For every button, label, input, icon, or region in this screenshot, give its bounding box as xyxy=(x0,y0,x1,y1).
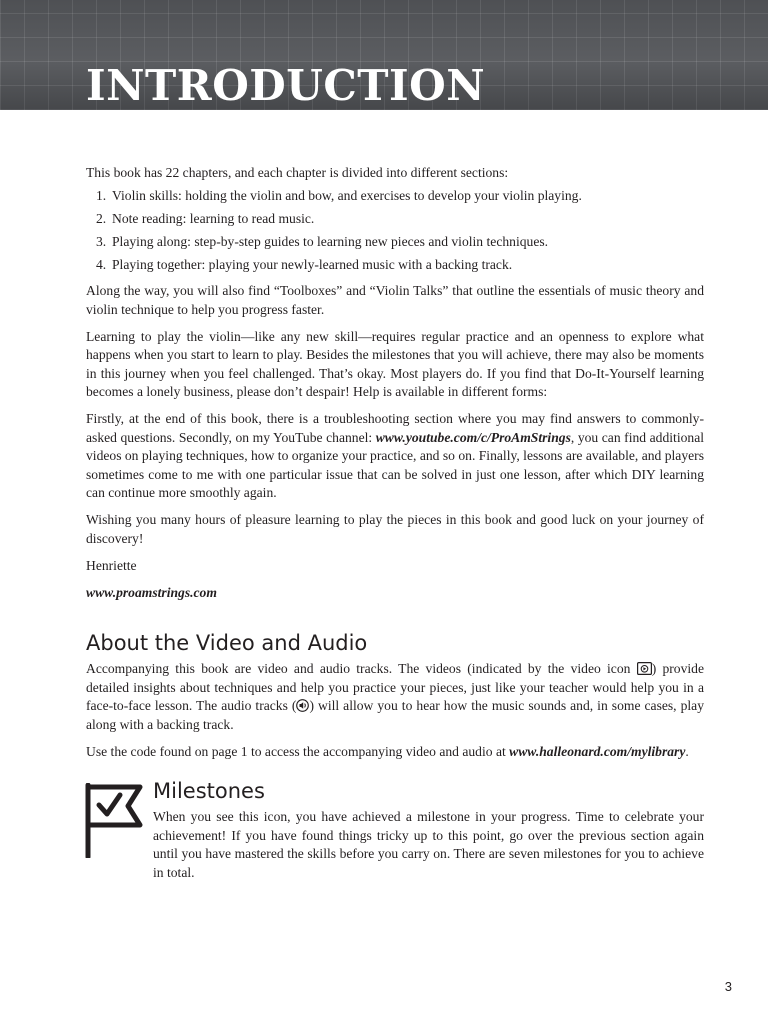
paragraph-access: Use the code found on page 1 to access the accompanying video and audio at www.halleonard.com/mylibrary. xyxy=(86,743,689,759)
chapter-banner xyxy=(0,0,768,110)
website-link[interactable]: www.proamstrings.com xyxy=(86,584,217,600)
video-audio-section xyxy=(86,660,704,770)
page-number: 3 xyxy=(724,979,732,994)
intro-lead: This book has 22 chapters, and each chapter is divided into different sections: xyxy=(86,165,509,180)
list-item: 2. Note reading: learning to read music. xyxy=(96,210,315,226)
paragraph-tracks: Accompanying this book are video and audio tracks. The videos (indicated by the video icon ) provide detailed insights about techniques and help you practice your pieces, just like your teacher would help you in a face-to-face lesson. The audio tracks ( ) will allow you to hear how the music sounds and, in some cases, play along with a backing track. xyxy=(86,661,704,732)
video-icon xyxy=(637,662,652,675)
list-item: 4. Playing together: playing your newly-learned music with a backing track. xyxy=(96,256,513,272)
paragraph-learning: Learning to play the violin—like any new skill—requires regular practice and an openness to explore what happens when you start to learn to play. Besides the milestones that you will achieve, there may also be moments in this journey when you feel challenged. That’s okay. Most players do. If you find that Do-It-Yourself learning becomes a lonely business, please don’t despair! Help is available in different forms: xyxy=(86,328,704,399)
milestones-text: When you see this icon, you have achieved a milestone in your progress. Time to celebrate your achievement! If you have found things tricky up to this point, go over the previous section again until you have mastered the skills before you carry on. There are seven milestones for you to achieve in total. xyxy=(153,809,704,880)
paragraph-help: Firstly, at the end of this book, there is a troubleshooting section where you may find answers to commonly-asked questions. Secondly, on my YouTube channel: www.youtube.com/c/ProAmStrings, you can find additional videos on playing techniques, how to organize your practice, and so on. Finally, lessons are available, and players sometimes come to me with one particular issue that can be solved in just one lesson, after which DIY learning can continue more smoothly again. xyxy=(86,411,705,500)
paragraph-toolboxes: Along the way, you will also find “Toolboxes” and “Violin Talks” that outline the essentials of music theory and violin technique to help you progress faster. xyxy=(86,283,704,317)
milestone-flag-icon xyxy=(84,783,144,858)
audio-icon xyxy=(296,699,309,712)
milestones-heading: Milestones xyxy=(153,779,265,803)
signature: Henriette xyxy=(86,557,137,573)
page-title: INTRODUCTION xyxy=(86,61,486,110)
video-audio-heading: About the Video and Audio xyxy=(86,631,368,655)
list-item: 3. Playing along: step-by-step guides to learning new pieces and violin techniques. xyxy=(96,233,549,249)
intro-section xyxy=(86,164,704,611)
list-item: 1. Violin skills: holding the violin and bow, and exercises to develop your violin playing. xyxy=(96,187,582,203)
youtube-link[interactable]: www.youtube.com/c/ProAmStrings xyxy=(375,429,571,445)
sections-list xyxy=(86,187,704,275)
paragraph-wishes: Wishing you many hours of pleasure learning to play the pieces in this book and good luck on your journey of discovery! xyxy=(86,512,704,546)
mylibrary-link[interactable]: www.halleonard.com/mylibrary xyxy=(509,743,686,759)
